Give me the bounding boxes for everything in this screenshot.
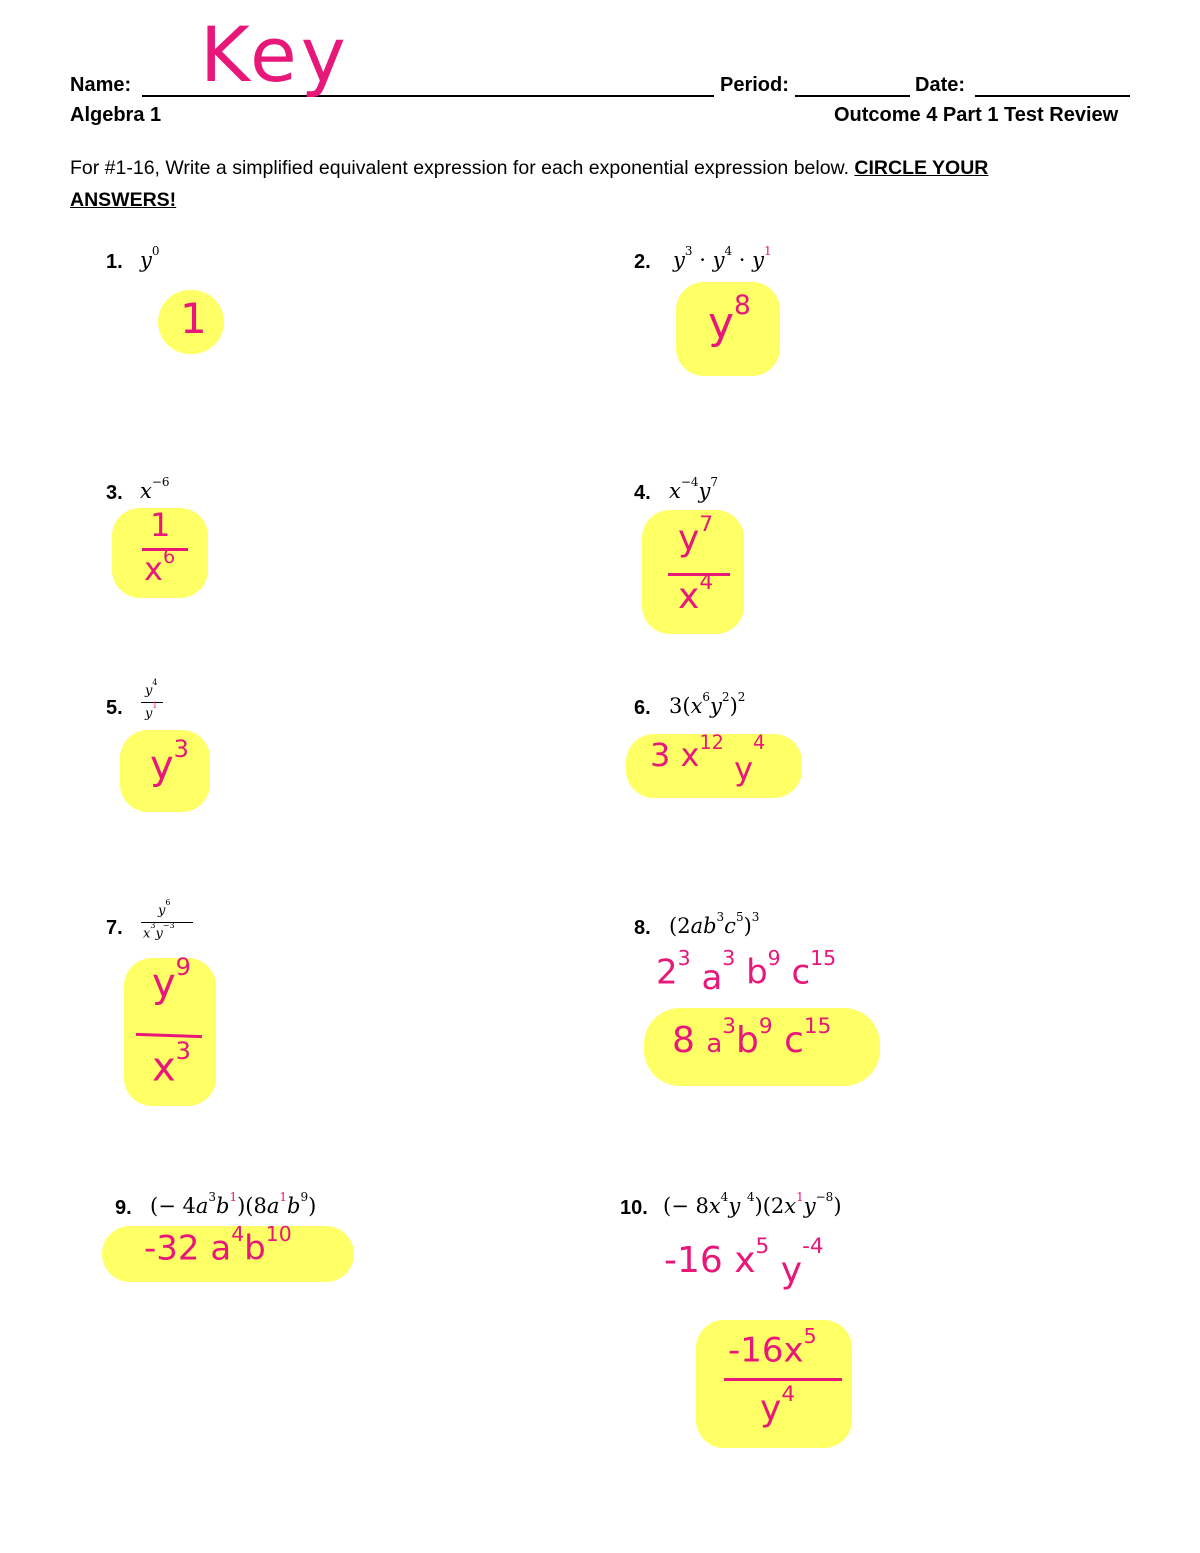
problem-2-expression: $y^3 \cdot y^4 \cdot y^1$ xyxy=(673,244,772,272)
problem-4-answer-den xyxy=(678,569,714,617)
problem-8-answer-c: c xyxy=(784,1020,804,1061)
problem-7-denominator: $x^3y^{-3}$ xyxy=(143,921,175,942)
problem-6-answer-exp2: 4 xyxy=(753,730,766,754)
problem-10-answer-num-exp: 5 xyxy=(803,1323,817,1348)
instructions-emphasis: CIRCLE YOUR ANSWERS! xyxy=(70,157,989,211)
problem-8-number: 8. xyxy=(634,917,651,939)
problem-8-answer-a: a xyxy=(706,1029,723,1059)
problem-10-work-coef-x: -16 x xyxy=(664,1240,756,1281)
problem-5-answer-exp: 3 xyxy=(173,734,189,763)
date-label: Date: xyxy=(915,74,966,96)
problem-1-expression: $y^0$ xyxy=(140,244,160,272)
problem-4-number: 4. xyxy=(634,482,651,504)
name-label: Name: xyxy=(70,74,132,96)
problem-8-work-c: c xyxy=(791,952,811,993)
problem-10-answer-den-base: y xyxy=(760,1388,782,1429)
problem-10-number: 10. xyxy=(620,1197,648,1219)
problem-5-numerator: $y^4$ xyxy=(145,678,158,699)
problem-7-number: 7. xyxy=(106,917,123,939)
instructions xyxy=(70,152,1090,216)
problem-1-number: 1. xyxy=(106,251,123,273)
problem-8-work xyxy=(656,945,837,999)
problem-8-work-a-exp: 3 xyxy=(722,945,736,970)
problem-5-number: 5. xyxy=(106,697,123,719)
problem-7-answer-den xyxy=(152,1036,191,1091)
problem-8-work-coef-exp: 3 xyxy=(677,945,691,970)
problem-8-answer-b-exp: 9 xyxy=(758,1013,773,1039)
problem-7-answer-num-base: y xyxy=(152,960,176,1007)
problem-5-denominator: $y^1$ xyxy=(145,701,158,722)
problem-8-work-b-exp: 9 xyxy=(767,945,781,970)
problem-10-work-y-exp: -4 xyxy=(802,1233,824,1259)
problem-9-number: 9. xyxy=(115,1197,132,1219)
name-value: Key xyxy=(200,10,350,99)
date-line xyxy=(975,95,1130,97)
problem-9-expression: (− $4a^3b^1)(8a^1b^9)$ xyxy=(150,1190,317,1218)
problem-2-number: 2. xyxy=(634,251,651,273)
problem-5-answer xyxy=(150,734,189,789)
problem-3-answer-den xyxy=(144,544,176,588)
problem-3-answer-den-exp: 6 xyxy=(162,544,176,568)
problem-10-work xyxy=(664,1233,824,1291)
problem-8-work-a: a xyxy=(701,958,723,999)
problem-3-answer-num: 1 xyxy=(150,506,171,544)
problem-10-answer-num xyxy=(728,1323,817,1371)
problem-7-answer-den-exp: 3 xyxy=(175,1036,191,1065)
problem-4-answer-num xyxy=(678,511,714,559)
problem-8-work-c-exp: 15 xyxy=(810,945,837,970)
problem-9-answer-b-exp: 10 xyxy=(265,1221,292,1246)
problem-10-work-y: y xyxy=(780,1250,803,1291)
problem-6-answer-base2: y xyxy=(734,750,753,788)
problem-2-answer xyxy=(708,290,751,349)
problem-8-answer-c-exp: 15 xyxy=(803,1013,832,1039)
problem-5-answer-base: y xyxy=(150,742,174,789)
problem-6-expression: $3(x^6y^2)^2$ xyxy=(669,690,746,718)
problem-4-answer-den-exp: 4 xyxy=(699,569,714,595)
problem-4-expression: $x^{-4}y^7$ xyxy=(669,475,719,503)
course-label: Algebra 1 xyxy=(70,104,162,126)
problem-6-answer xyxy=(650,730,766,788)
problem-9-answer-a-exp: 4 xyxy=(231,1221,245,1246)
test-title: Outcome 4 Part 1 Test Review xyxy=(834,104,1119,126)
problem-9-answer-b: b xyxy=(244,1228,266,1269)
problem-4-answer-den-base: x xyxy=(678,576,700,617)
problem-8-work-coef: 2 xyxy=(656,952,678,993)
period-line xyxy=(795,95,910,97)
problem-8-answer xyxy=(672,1013,832,1061)
problem-10-answer-den-exp: 4 xyxy=(781,1381,796,1407)
problem-8-work-b: b xyxy=(746,952,768,993)
problem-3-expression: $x^{-6}$ xyxy=(140,475,170,503)
problem-10-expression: (− $8x^4y$ $^4)(2x^1y^{-8})$ xyxy=(663,1190,842,1218)
problem-2-answer-exp: 8 xyxy=(734,290,751,322)
problem-4-answer-num-exp: 7 xyxy=(699,511,714,537)
problem-8-answer-a-exp: 3 xyxy=(722,1013,737,1039)
problem-6-answer-coef: 3 x xyxy=(650,736,700,774)
problem-8-expression: $(2ab^3c^5)^3$ xyxy=(669,910,760,938)
problem-10-answer-den xyxy=(760,1381,796,1429)
period-label: Period: xyxy=(720,74,789,96)
problem-2-answer-base: y xyxy=(708,298,735,349)
problem-7-numerator: $y^6$ xyxy=(158,898,171,919)
problem-7-answer-den-base: x xyxy=(152,1044,176,1091)
problem-10-fraction-bar xyxy=(724,1378,842,1381)
problem-7-answer-num xyxy=(152,952,191,1007)
problem-9-answer xyxy=(144,1221,292,1269)
problem-10-work-x-exp: 5 xyxy=(755,1233,770,1259)
problem-1-answer: 1 xyxy=(180,294,207,343)
problem-4-answer-num-base: y xyxy=(678,518,700,559)
problem-8-answer-coef: 8 xyxy=(672,1020,695,1061)
problem-10-answer-num-text: -16x xyxy=(728,1330,804,1371)
problem-8-answer-b: b xyxy=(736,1020,759,1061)
instructions-text: For #1-16, Write a simplified equivalent expression for each exponential expression below. xyxy=(70,157,855,179)
problem-3-answer-den-base: x xyxy=(144,550,163,588)
problem-7-answer-num-exp: 9 xyxy=(175,952,191,981)
problem-6-number: 6. xyxy=(634,697,651,719)
problem-3-number: 3. xyxy=(106,482,123,504)
problem-6-answer-exp1: 12 xyxy=(699,730,724,754)
problem-9-answer-coef-a: -32 a xyxy=(144,1228,232,1269)
